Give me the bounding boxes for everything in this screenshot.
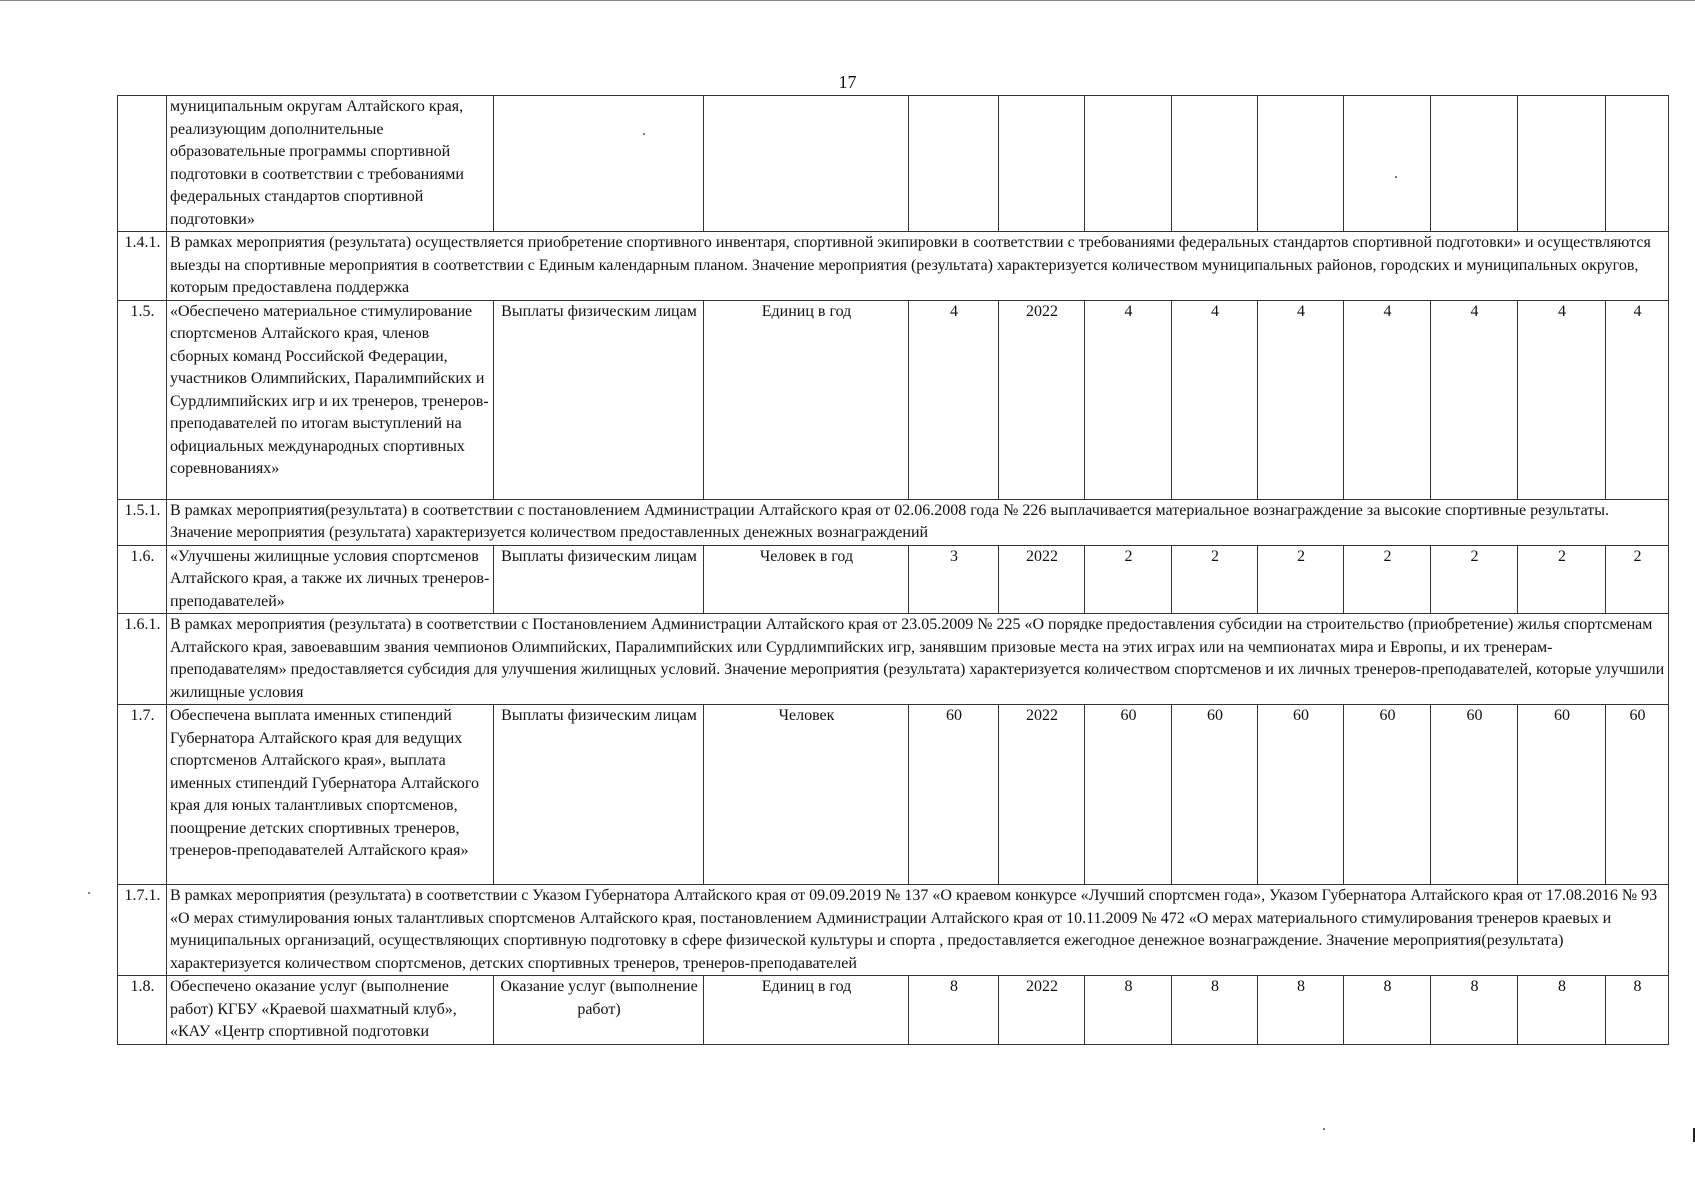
value-cell: 4 (1344, 300, 1431, 499)
unit-cell: Единиц в год (704, 976, 909, 1045)
cell (909, 96, 999, 232)
base-value-cell: 8 (909, 976, 999, 1045)
unit-cell: Человек (704, 705, 909, 885)
base-value-cell: 4 (909, 300, 999, 499)
row-number-cell: 1.4.1. (118, 232, 167, 301)
value-cell: 4 (1606, 300, 1669, 499)
description-cell: В рамках мероприятия (результата) осуществляется приобретение спортивного инвентаря, спортивной экипировки в соответствии с требованиями федеральных стандартов спортивной подготовки» и осуществляются выезды на спортивные мероприятия в соответствии с Единым календарным планом. Значение мероприятия (результата) характеризуется количеством муниципальных районов, городских и муниципальных округов, которым предоставлена поддержка (167, 232, 1669, 301)
base-year-cell: 2022 (999, 976, 1085, 1045)
value-cell: 2 (1258, 545, 1344, 614)
value-cell: 2 (1518, 545, 1606, 614)
cell (1344, 96, 1431, 232)
cell (1606, 96, 1669, 232)
row-number-cell: 1.7.1. (118, 885, 167, 976)
value-cell: 8 (1172, 976, 1258, 1045)
base-year-cell: 2022 (999, 300, 1085, 499)
value-cell: 4 (1431, 300, 1518, 499)
row-number-cell: 1.5. (118, 300, 167, 499)
scan-speck (643, 133, 645, 135)
value-cell: 8 (1258, 976, 1344, 1045)
value-cell: 60 (1606, 705, 1669, 885)
base-value-cell: 3 (909, 545, 999, 614)
cell (1431, 96, 1518, 232)
measure-type-cell: Выплаты физическим лицам (494, 545, 704, 614)
table-row (118, 545, 1669, 614)
unit-cell: Единиц в год (704, 300, 909, 499)
value-cell: 8 (1606, 976, 1669, 1045)
measure-type-cell: Выплаты физическим лицам (494, 705, 704, 885)
value-cell: 4 (1518, 300, 1606, 499)
measure-type-cell: Оказание услуг (выполнение работ) (494, 976, 704, 1045)
value-cell: 60 (1518, 705, 1606, 885)
row-number-cell (118, 96, 167, 232)
cell (494, 96, 704, 232)
measure-name-cell: «Улучшены жилищные условия спортсменов Алтайского края, а также их личных тренеров-преподавателей» (167, 545, 494, 614)
value-cell: 60 (1344, 705, 1431, 885)
table-row (118, 96, 1669, 232)
measure-name-cell: муниципальным округам Алтайского края, реализующим дополнительные образовательные программы спортивной подготовки в соответствии с требованиями федеральных стандартов спортивной подготовки» (167, 96, 494, 232)
scan-speck (88, 892, 90, 894)
value-cell: 2 (1085, 545, 1172, 614)
value-cell: 2 (1172, 545, 1258, 614)
base-value-cell: 60 (909, 705, 999, 885)
cell (704, 96, 909, 232)
table-row (118, 300, 1669, 499)
base-year-cell: 2022 (999, 545, 1085, 614)
row-number-cell: 1.6. (118, 545, 167, 614)
description-cell: В рамках мероприятия(результата) в соответствии с постановлением Администрации Алтайского края от 02.06.2008 года № 226 выплачивается материальное вознаграждение за высокие спортивные результаты. Значение мероприятия (результата) характеризуется количеством предоставленных денежных вознаграждений (167, 499, 1669, 545)
value-cell: 4 (1172, 300, 1258, 499)
table-row (118, 705, 1669, 885)
cell (1518, 96, 1606, 232)
indicator-table (117, 95, 1669, 1045)
table-row (118, 976, 1669, 1045)
measure-type-cell: Выплаты физическим лицам (494, 300, 704, 499)
table-row (118, 232, 1669, 301)
unit-cell: Человек в год (704, 545, 909, 614)
value-cell: 8 (1085, 976, 1172, 1045)
measure-name-cell: «Обеспечено материальное стимулирование спортсменов Алтайского края, членов сборных команд Российской Федерации, участников Олимпийских, Паралимпийских и Сурдлимпийских игр и их тренеров, тренеров-преподавателей по итогам выступлений на официальных международных спортивных соревнованиях» (167, 300, 494, 499)
value-cell: 8 (1431, 976, 1518, 1045)
scan-speck (1395, 176, 1397, 178)
value-cell: 60 (1431, 705, 1518, 885)
value-cell: 2 (1606, 545, 1669, 614)
base-year-cell: 2022 (999, 705, 1085, 885)
description-cell: В рамках мероприятия (результата) в соответствии с Указом Губернатора Алтайского края от 09.09.2019 № 137 «О краевом конкурсе «Лучший спортсмен года», Указом Губернатора Алтайского края от 17.08.2016 № 93 «О мерах стимулирования юных талантливых спортсменов Алтайского края, постановлением Администрации Алтайского края от 10.11.2009 № 472 «О мерах материального стимулирования тренеров краевых и муниципальных организаций, осуществляющих спортивную подготовку в сфере физической культуры и спорта , предоставляется ежегодное денежное вознаграждение. Значение мероприятия(результата) характеризуется количеством спортсменов, детских спортивных тренеров, тренеров-преподавателей (167, 885, 1669, 976)
cell (1085, 96, 1172, 232)
row-number-cell: 1.5.1. (118, 499, 167, 545)
description-cell: В рамках мероприятия (результата) в соответствии с Постановлением Администрации Алтайского края от 23.05.2009 № 225 «О порядке предоставления субсидии на строительство (приобретение) жилья спортсменам Алтайского края, завоевавшим звания чемпионов Олимпийских, Паралимпийских или Сурдлимпийских игр, занявшим призовые места на этих играх или на чемпионатах мира и Европы, и их тренерам-преподавателям» предоставляется субсидия для улучшения жилищных условий. Значение мероприятия (результата) характеризуется количеством спортсменов и их личных тренеров-преподавателей, которые улучшили жилищные условия (167, 614, 1669, 705)
value-cell: 60 (1172, 705, 1258, 885)
value-cell: 4 (1085, 300, 1172, 499)
row-number-cell: 1.6.1. (118, 614, 167, 705)
table-row (118, 614, 1669, 705)
value-cell: 60 (1258, 705, 1344, 885)
row-number-cell: 1.7. (118, 705, 167, 885)
cell (999, 96, 1085, 232)
cell (1258, 96, 1344, 232)
row-number-cell: 1.8. (118, 976, 167, 1045)
value-cell: 2 (1344, 545, 1431, 614)
scan-speck (1323, 1128, 1325, 1130)
scan-top-border (0, 0, 1695, 1)
table-row (118, 499, 1669, 545)
value-cell: 8 (1344, 976, 1431, 1045)
measure-name-cell: Обеспечено оказание услуг (выполнение работ) КГБУ «Краевой шахматный клуб», «КАУ «Центр спортивной подготовки (167, 976, 494, 1045)
value-cell: 4 (1258, 300, 1344, 499)
table-row (118, 885, 1669, 976)
value-cell: 8 (1518, 976, 1606, 1045)
value-cell: 60 (1085, 705, 1172, 885)
measure-name-cell: Обеспечена выплата именных стипендий Губернатора Алтайского края для ведущих спортсменов Алтайского края», выплата именных стипендий Губернатора Алтайского края для юных талантливых спортсменов, поощрение детских спортивных тренеров, тренеров-преподавателей Алтайского края» (167, 705, 494, 885)
page-number: 17 (838, 72, 857, 92)
cell (1172, 96, 1258, 232)
value-cell: 2 (1431, 545, 1518, 614)
